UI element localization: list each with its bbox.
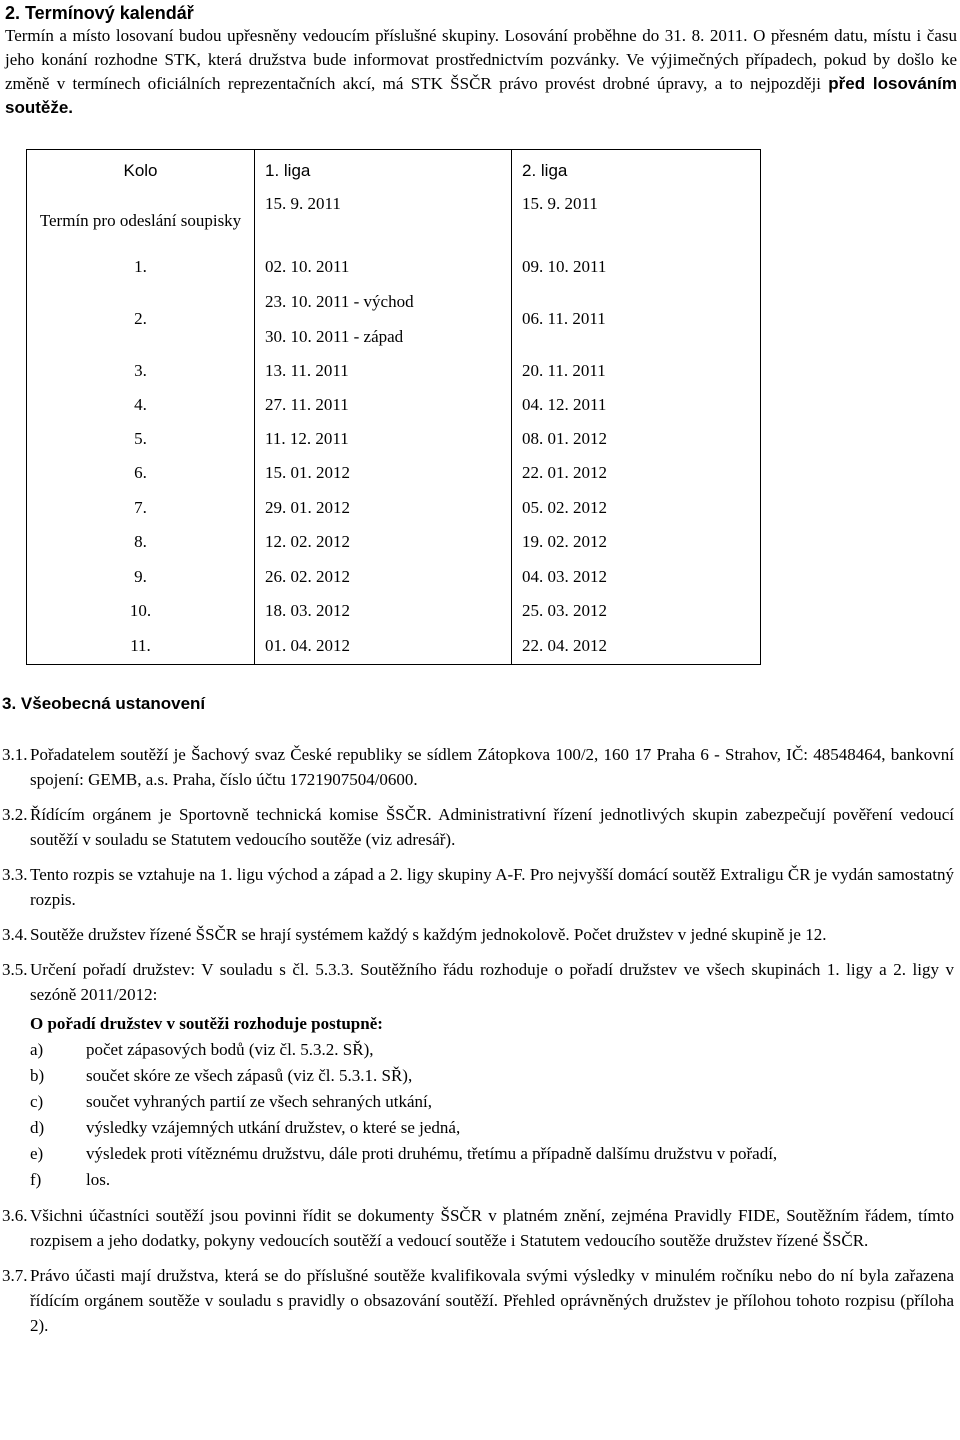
list-item (2, 957, 954, 1193)
item-number: 3.6. (2, 1206, 28, 1225)
order-heading: O pořadí družstev v soutěži rozhoduje postupně: (30, 1014, 383, 1033)
header-liga-2: 2. liga (512, 150, 761, 192)
item-text: Řídícím orgánem je Sportovně technická komise ŠSČR. Administrativní řízení jednotlivých skupin zabezpečují pověření vedoucí soutěží v souladu se Statutem vedoucího soutěže (viz adresář). (30, 805, 954, 849)
list-item (30, 1089, 954, 1115)
row-kolo: 4. (27, 388, 255, 422)
list-item (2, 922, 954, 947)
row-liga-2: 25. 03. 2012 (512, 594, 761, 628)
item-number: 3.5. (2, 960, 28, 979)
item-text (30, 957, 954, 1193)
list-item (2, 1263, 954, 1338)
table-row (27, 628, 761, 665)
section-2-paragraph (5, 24, 957, 120)
list-letter: b) (30, 1066, 45, 1085)
row-liga-1: 29. 01. 2012 (255, 491, 512, 525)
table-row (27, 456, 761, 491)
row-liga-2: 05. 02. 2012 (512, 491, 761, 525)
list-text: los. (86, 1170, 111, 1189)
item-text-line: Určení pořadí družstev: V souladu s čl. 5.3.3. Soutěžního řádu rozhoduje o pořadí družstev ve všech skupinách 1. ligy a 2. ligy v sezóně 2011/2012: (30, 960, 954, 1004)
row-liga-1: 27. 11. 2011 (255, 388, 512, 422)
list-letter: c) (30, 1092, 44, 1111)
row-liga-1: 11. 12. 2011 (255, 422, 512, 456)
table-row (27, 422, 761, 456)
item-number: 3.2. (2, 805, 28, 824)
table-row (27, 525, 761, 560)
table-row (27, 594, 761, 628)
table-row (27, 388, 761, 422)
row-liga-1: 18. 03. 2012 (255, 594, 512, 628)
table-row (27, 491, 761, 525)
list-letter: a) (30, 1040, 44, 1059)
item-number: 3.3. (2, 865, 28, 884)
row-liga-2: 08. 01. 2012 (512, 422, 761, 456)
row-kolo: 1. (27, 250, 255, 284)
item-text: Všichni účastníci soutěží jsou povinni řídit se dokumenty ŠSČR v platném znění, zejména Pravidly FIDE, Soutěžním řádem, tímto rozpisem a jeho dodatky, pokyny vedoucích soutěží a vedoucí soutěže i Statutem vedoucího soutěže družstev řízené ŠSČR. (30, 1206, 954, 1250)
item-number: 3.1. (2, 745, 28, 764)
header-kolo: Kolo (27, 150, 255, 192)
section-3-title: 3. Všeobecná ustanovení (2, 694, 206, 713)
list-item (30, 1115, 954, 1141)
table-row (27, 560, 761, 594)
list-item (2, 742, 954, 792)
row-kolo: 6. (27, 456, 255, 491)
soupiska-liga-2: 15. 9. 2011 (512, 192, 761, 250)
row-kolo: 11. (27, 628, 255, 665)
list-item (2, 862, 954, 912)
section-3-body (2, 742, 954, 1348)
row-kolo: 2. (27, 284, 255, 354)
list-letter: e) (30, 1144, 44, 1163)
list-item (30, 1141, 954, 1167)
table-row (27, 354, 761, 388)
list-item (2, 802, 954, 852)
item-number: 3.7. (2, 1266, 28, 1285)
soupiska-label: Termín pro odeslání soupisky (27, 192, 255, 250)
row-liga-2: 22. 01. 2012 (512, 456, 761, 491)
list-letter: d) (30, 1118, 45, 1137)
row-kolo: 9. (27, 560, 255, 594)
list-text: počet zápasových bodů (viz čl. 5.3.2. SŘ), (86, 1040, 374, 1059)
schedule-table (26, 149, 761, 665)
row-kolo: 3. (27, 354, 255, 388)
table-row-soupiska (27, 192, 761, 250)
row-liga-1: 13. 11. 2011 (255, 354, 512, 388)
row-liga-2: 22. 04. 2012 (512, 628, 761, 665)
row-liga-1: 02. 10. 2011 (255, 250, 512, 284)
section-2-text: Termín a místo losovaní budou upřesněny vedoucím příslušné skupiny. Losování proběhne do 31. 8. 2011. O přesném datu, místu i času jeho konání rozhodne STK, která družstva bude informovat prostřednictvím pozvánky. Ve výjimečných případech, pokud by došlo ke změně v termínech oficiálních reprezentačních akcí, má STK ŠSČR právo provést drobné úpravy, a to nejpozději (5, 26, 957, 93)
soupiska-liga-1: 15. 9. 2011 (255, 192, 512, 250)
row-liga-1: 01. 04. 2012 (255, 628, 512, 665)
item-text: Právo účasti mají družstva, která se do příslušné soutěže kvalifikovala svými výsledky v minulém ročníku nebo do ní byla zařazena řídícím orgánem soutěže v souladu s pravidly o obsazování soutěží. Přehled oprávněných družstev je přílohou tohoto rozpisu (příloha 2). (30, 1266, 954, 1335)
row-liga-2: 04. 03. 2012 (512, 560, 761, 594)
header-liga-1: 1. liga (255, 150, 512, 192)
row-liga-2: 09. 10. 2011 (512, 250, 761, 284)
item-text: Soutěže družstev řízené ŠSČR se hrají systémem každý s každým jednokolově. Počet družstev v jedné skupině je 12. (30, 925, 827, 944)
section-2-bold-text: před losováním soutěže. (5, 74, 957, 117)
round-2-east: 23. 10. 2011 - východ (265, 291, 414, 311)
round-2-west: 30. 10. 2011 - západ (265, 326, 404, 346)
item-text: Pořadatelem soutěží je Šachový svaz České republiky se sídlem Zátopkova 100/2, 160 17 Praha 6 - Strahov, IČ: 48548464, bankovní spojení: GEMB, a.s. Praha, číslo účtu 1721907504/0600. (30, 745, 954, 789)
list-item (30, 1037, 954, 1063)
document-page (5, 0, 957, 120)
item-text: Tento rozpis se vztahuje na 1. ligu východ a západ a 2. ligy skupiny A-F. Pro nejvyšší domácí soutěž Extraligu ČR je vydán samostatný rozpis. (30, 865, 954, 909)
row-liga-1: 12. 02. 2012 (255, 525, 512, 560)
row-kolo: 5. (27, 422, 255, 456)
list-letter: f) (30, 1170, 42, 1189)
row-kolo: 7. (27, 491, 255, 525)
list-text: součet skóre ze všech zápasů (viz čl. 5.3.1. SŘ), (86, 1066, 413, 1085)
table-row (27, 250, 761, 284)
list-item (30, 1063, 954, 1089)
list-item (2, 1203, 954, 1253)
row-liga-2: 04. 12. 2011 (512, 388, 761, 422)
row-liga-1: 15. 01. 2012 (255, 456, 512, 491)
list-text: výsledek proti vítěznému družstvu, dále proti druhému, třetímu a případně dalšímu družstvu v pořadí, (86, 1144, 778, 1163)
row-liga-2: 06. 11. 2011 (512, 284, 761, 354)
row-liga-2: 19. 02. 2012 (512, 525, 761, 560)
row-liga-1: 26. 02. 2012 (255, 560, 512, 594)
row-liga-2: 20. 11. 2011 (512, 354, 761, 388)
list-item (30, 1167, 954, 1193)
row-kolo: 10. (27, 594, 255, 628)
table-row-round-2 (27, 284, 761, 354)
item-number: 3.4. (2, 925, 28, 944)
row-kolo: 8. (27, 525, 255, 560)
list-text: součet vyhraných partií ze všech sehraných utkání, (86, 1092, 433, 1111)
order-criteria-list (30, 1037, 954, 1193)
list-text: výsledky vzájemných utkání družstev, o které se jedná, (86, 1118, 461, 1137)
section-2-title: 2. Termínový kalendář (5, 3, 194, 23)
round-2-liga-1 (255, 284, 512, 354)
